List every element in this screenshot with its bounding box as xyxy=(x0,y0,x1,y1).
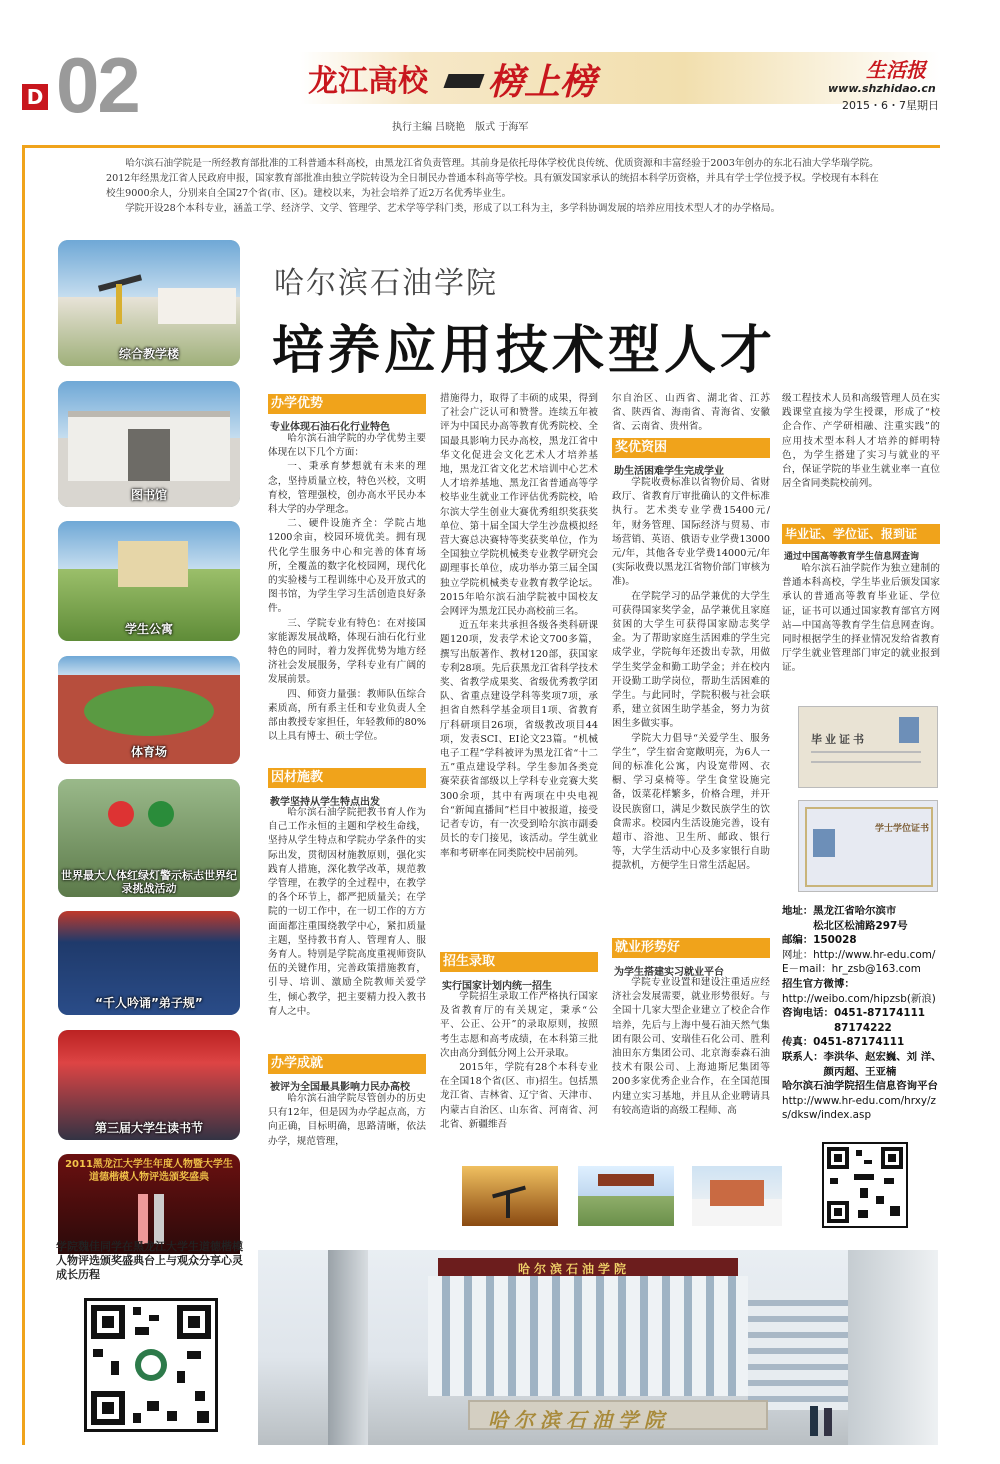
photo-pavilion xyxy=(578,1166,674,1226)
section-subheading: 通过中国高等教育学生信息网查询 xyxy=(784,552,920,562)
contact-platform-label: 哈尔滨石油学院招生信息咨询平台 xyxy=(782,1080,938,1093)
contact-fax: 传真：0451-87174111 xyxy=(782,1036,905,1049)
section-subheading: 被评为全国最具影响力民办高校 xyxy=(270,1082,410,1093)
intro-paragraph: 哈尔滨石油学院是一所经教育部批准的工科普通本科高校，由黑龙江省负责管理。其前身是依托母体学校优良传统、优质资源和丰富经验于2003年创办的东北石油大学华瑞学院。2012年经黑龙江省人民政府申报，国家教育部批准由独立学院转设为全日制民办普通本科高等学校。具有颁发国家承认的统招本科学历资格，并具有学士学位授予权。学校现有本科在校生9000余人，分别来自全国27个省(市、区)。建校以来，为社会培养了近2万名优秀毕业生。 xyxy=(106,158,879,199)
photo-sunset-pumpjack xyxy=(462,1166,558,1226)
paragraph: 近五年来共承担各级各类科研课题120项，发表学术论文700多篇，撰写出版著作、教材120部，获国家专利28项。先后获黑龙江省科学技术奖、省教学成果奖、省级优秀教学团队、省重点建设学科等奖项7项，承担省自然科学基金项目1项、省教育厅科研项目26项，省级教改项目44项，发表SCI、EI论文23篇。“机械电子工程”学科被评为黑龙江省“十二五”重点建设学科。学生参加各类竞赛荣获省部级以上学科专业竞赛大奖300余项，其中有两项在中央电视台“新闻直播间”栏目中被报道，接受记者专访，有一次受到哈尔滨市副委员长的专门接见，该活动。学生就业率和考研率在同类院校中居前列。 xyxy=(440,620,598,859)
photo-teaching-building xyxy=(58,240,240,366)
paragraph: 哈尔滨石油学院的办学优势主要体现在以下几个方面： xyxy=(268,433,426,459)
contact-phone-2: 87174222 xyxy=(782,1021,892,1034)
paragraph: 二、硬件设施齐全：学院占地1200余亩，校园环境优美。拥有现代化学生服务中心和完善的体育场所，全覆盖的数字化校园网，现代化的实验楼与工程训练中心及开放式的图书馆，为学生学习生活创造良好条件。 xyxy=(268,518,426,615)
contact-platform-link[interactable]: http://www.hr-edu.com/hrxy/zs/dksw/index.asp xyxy=(782,1094,937,1122)
paper-url[interactable]: www.shzhidao.cn xyxy=(828,82,936,95)
page-letter: D xyxy=(22,84,48,110)
section-heading-teaching: 因材施教 xyxy=(268,768,426,788)
contact-persons-2: 颜丙超、王亚楠 xyxy=(782,1065,897,1078)
paper-logo: 生活报 xyxy=(866,58,926,82)
frame-left-rule xyxy=(22,145,25,1445)
photo-winter-building xyxy=(692,1166,782,1226)
photo-caption: 图书馆 xyxy=(130,488,167,502)
paragraph: 三、学院专业有特色：在对接国家能源发展战略，体现石油石化行业特色的同时，着力发挥优势为地方经济社会发展服务，学科专业有广阔的发展前景。 xyxy=(268,617,426,686)
page-title: 培养应用技术型人才 xyxy=(272,320,777,381)
section-subheading: 助生活困难学生完成学业 xyxy=(614,466,724,477)
section-body-employment-continued xyxy=(782,392,940,520)
section-body-certificates xyxy=(782,562,940,692)
paragraph: 学院专业设置和建设注重适应经济社会发展需要，就业形势很好。与全国十几家大型企业建立了校企合作培养，先后与上海中曼石油天然气集团有限公司、安瑞佳石化公司、胜利油田东方集团公司、北京海泰森石油技术有限公司、上海迪斯尼集团等200多家优秀企业合作，在全国范围内建立实习基地，并且从企业聘请具有较高造诣的高级工程师、高 xyxy=(612,977,770,1116)
contact-website[interactable]: 网址：http://www.hr-edu.com/ xyxy=(782,948,936,961)
qr-code-left[interactable] xyxy=(84,1298,218,1432)
contact-phone: 咨询电话：0451-87174111 xyxy=(782,1007,926,1020)
section-heading-aid: 奖优资困 xyxy=(612,438,770,458)
photo-recitation xyxy=(58,911,240,1015)
contact-address-line2: 松北区松浦路297号 xyxy=(782,919,908,932)
paragraph: 一、秉承育梦想就有未来的理念，坚持质量立校，特色兴校，文明育校，管理强校，创办高水平民办本科大学的办学理念。 xyxy=(268,461,426,516)
qr-pattern-icon xyxy=(824,1144,906,1226)
graduation-cap-icon xyxy=(443,74,484,88)
photo-caption-award: 学院魏佳同学在黑龙江大学生道德楷模人物评选颁奖盛典台上与观众分享心灵成长历程 xyxy=(56,1240,243,1281)
section-body-advantage xyxy=(268,432,426,768)
qr-pattern-icon xyxy=(87,1301,215,1429)
contact-postcode: 邮编：150028 xyxy=(782,934,857,947)
certificate-label: 学士学位证书 xyxy=(875,824,930,834)
intro-paragraph: 学院开设28个本科专业，涵盖工学、经济学、文学、管理学、艺术学等学科门类，形成了以工科为主，多学科协调发展的培养应用技术型人才的办学格局。 xyxy=(125,203,781,214)
photo-caption: 世界最大人体红绿灯警示标志世界纪录挑战活动 xyxy=(61,869,237,895)
photo-caption: “千人吟诵”弟子规” xyxy=(95,996,203,1010)
section-heading-certificates: 毕业证、学位证、报到证 xyxy=(782,524,940,544)
paragraph: 尔自治区、山西省、湖北省、江苏省、陕西省、海南省、青海省、安徽省、云南省、贵州省。 xyxy=(612,393,770,433)
photo-caption: 综合教学楼 xyxy=(118,347,179,361)
section-body-admission xyxy=(440,990,598,1150)
frame-top-rule xyxy=(22,145,940,148)
section-subheading: 为学生搭建实习就业平台 xyxy=(614,967,724,978)
photo-caption: 第三届大学生读书节 xyxy=(94,1121,203,1135)
contact-email[interactable]: E－mail：hr_zsb@163.com xyxy=(782,963,921,976)
photo-main-building xyxy=(258,1250,938,1445)
photo-library xyxy=(58,381,240,507)
paragraph: 2015年，学院有28个本科专业在全国18个省(区、市)招生。包括黑龙江省、吉林省、辽宁省、天津市、内蒙古自治区、山东省、河南省、河北省、新疆维吾 xyxy=(440,1062,598,1130)
paragraph: 级工程技术人员和高级管理人员在实践课堂直接为学生授课，形成了“校企合作、产学研相融、注重实践”的应用技术型本科人才培养的鲜明特色，为学生搭建了实习与就业的平台，保证学院的毕业生就业率一直位居全省同类院校前列。 xyxy=(782,393,940,490)
contact-info xyxy=(782,904,942,1123)
banner-title-left: 龙江高校 xyxy=(308,64,428,99)
intro-text xyxy=(106,156,886,216)
paragraph: 哈尔滨石油学院尽管创办的历史只有12年，但是因为办学起点高，方向正确，目标明确，思路清晰，依法办学，规范管理， xyxy=(268,1093,426,1147)
section-heading-advantage: 办学优势 xyxy=(268,394,426,414)
paragraph: 哈尔滨石油学院把教书育人作为自己工作永恒的主题和学校生命线，坚持从学生特点和学院办学条件的实际出发，贯彻因材施教原则，强化实践育人措施，深化教学改革，规范教学管理，在教学的全过程中，在教学的各个环节上，都严把质量关；在学院的一切工作中，在一切工作的方方面面都注重围绕教学中心，紧扣质量主题，坚持教书育人、管理育人、服务育人。特别是学院高度重视师资队伍的关键作用，完善政策措施教育，引导、培训、激励全院教师关爱学生，倾心教学，把主要精力投入教书育人之中。 xyxy=(268,807,426,1017)
contact-weibo-link[interactable]: http://weibo.com/hipzsb(新浪) xyxy=(782,992,936,1005)
editor-credits: 执行主编 吕晓艳 版式 于海军 xyxy=(392,122,529,133)
page-subtitle: 哈尔滨石油学院 xyxy=(274,266,498,301)
contact-weibo-label: 招生官方微博： xyxy=(782,977,855,990)
photo-stadium xyxy=(58,656,240,764)
photo-reading-festival xyxy=(58,1030,240,1140)
section-subheading: 教学坚持从学生特点出发 xyxy=(270,797,380,808)
section-body-aid xyxy=(612,476,770,936)
section-body-admission-continued xyxy=(612,392,770,436)
photo-dormitory xyxy=(58,521,240,641)
qr-code-right[interactable] xyxy=(822,1142,908,1228)
page-number: 02 xyxy=(56,41,139,129)
section-body-achievement-continued xyxy=(440,392,598,950)
section-subheading: 实行国家计划内统一招生 xyxy=(442,981,552,992)
paragraph: 哈尔滨石油学院作为独立建制的普通本科高校，学生毕业后颁发国家承认的普通高等教育毕业证、学位证，证书可以通过国家教育部官方网站—中国高等教育学生信息网查询。同时根据学生的择业情况发给省教育厅学生就业管理部门审定的就业报到证。 xyxy=(782,563,940,674)
certificate-label: 毕业证书 xyxy=(811,733,867,746)
section-heading-admission: 招生录取 xyxy=(440,952,598,972)
section-subheading: 专业体现石油石化行业特色 xyxy=(270,422,390,433)
degree-certificate-image xyxy=(798,800,938,892)
contact-persons: 联系人：李洪华、赵宏巍、刘 洋、 xyxy=(782,1050,942,1063)
paragraph: 在学院学习的品学兼优的大学生可获得国家奖学金，品学兼优且家庭贫困的大学生可获得国家励志奖学金。为了帮助家庭生活困难的学生完成学业，学院每年还拨出专款，用做学生奖学金和勤工助学金；并在校内开设勤工助学岗位，帮助生活困难的学生。与此同时，学院积极与社会联系，建立贫困生助学基金，努力为贫困生多做实事。 xyxy=(612,590,770,730)
banner-title-right: 榜上榜 xyxy=(488,61,597,103)
section-body-achievement xyxy=(268,1092,426,1150)
photo-award-ceremony xyxy=(58,1154,240,1254)
stone-sign: 哈尔滨石油学院 xyxy=(488,1408,670,1432)
award-banner: 2011黑龙江大学生年度人物暨大学生道德楷模人物评选颁奖盛典 xyxy=(65,1159,233,1183)
section-heading-achievement: 办学成就 xyxy=(268,1054,426,1074)
issue-date: 2015・6・7星期日 xyxy=(842,99,939,112)
photo-traffic-light-record xyxy=(58,779,240,897)
building-sign: 哈尔滨石油学院 xyxy=(518,1262,631,1276)
graduation-certificate-image xyxy=(798,706,938,788)
paragraph: 学院大力倡导“关爱学生、服务学生”，学生宿舍宽敞明亮，为6人一间的标准化公寓，内设宽带网、衣橱、学习桌椅等。学生食堂设施完备，饭菜花样繁多，价格合理，并开设民族窗口，满足少数民族学生的饮食需求。校园内生活设施完善，设有超市、浴池、卫生所、邮政、银行等，大学生活动中心及多家银行自助提款机，方便学生日常生活起居。 xyxy=(612,732,770,872)
section-heading-employment: 就业形势好 xyxy=(612,938,770,958)
section-body-employment xyxy=(612,976,770,1150)
paragraph: 措施得力，取得了丰硕的成果，得到了社会广泛认可和赞誉。连续五年被评为中国民办高等教育优秀院校、全国最具影响力民办高校，黑龙江省中华文化促进会文化艺术人才培养基地，黑龙江省文化艺术培训中心艺术人才培养基地、黑龙江省普通高等学校毕业生就业工作评估优秀院校，哈尔滨大学生创业大赛优秀组织奖获奖单位、第十届全国大学生沙盘模拟经营大赛总决赛特等奖获奖单位，作为全国独立学院机械类专业教学研究会副理事长单位，成功举办第三届全国独立学院机械类专业教育教学论坛。2015年哈尔滨石油学院被中国校友会网评为黑龙江民办高校前三名。 xyxy=(440,393,598,618)
photo-caption: 体育场 xyxy=(130,745,167,759)
section-body-teaching xyxy=(268,806,426,1050)
paragraph: 学院收费标准以省物价局、省财政厅、省教育厅审批确认的文件标准执行。艺术类专业学费15400元/年，财务管理、国际经济与贸易、市场营销、英语、俄语专业学费13000元/年，其他各专业学费14000元/年(实际收费以黑龙江省物价部门审核为准)。 xyxy=(612,477,770,588)
photo-caption: 学生公寓 xyxy=(124,622,173,636)
paragraph: 四、师资力量强：教师队伍综合素质高，所有系主任和专业负责人全部由教授专家担任，年轻教师的80%以上具有博士、硕士学位。 xyxy=(268,688,426,743)
paragraph: 学院招生录取工作严格执行国家及省教育厅的有关规定，秉承“公平、公正、公开”的录取原则，按照考生志愿和高考成绩，在本科第三批次由高分到低分网上公开录取。 xyxy=(440,991,598,1059)
contact-address-line1: 地址：黑龙江省哈尔滨市 xyxy=(782,905,897,917)
